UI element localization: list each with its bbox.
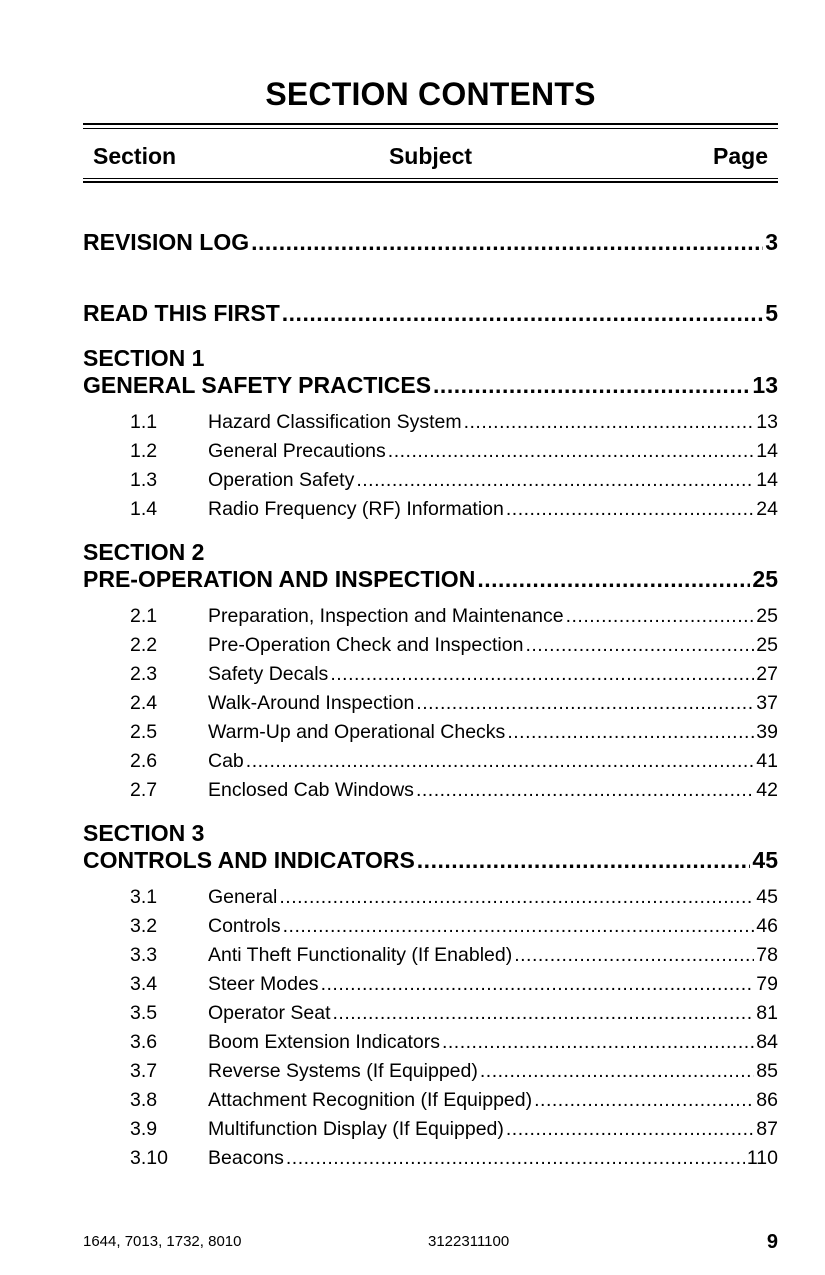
- subentry-number: 3.10: [130, 1147, 168, 1169]
- subentry-page: 87: [756, 1118, 778, 1140]
- subentry-number: 3.8: [130, 1089, 158, 1111]
- toc-subentry[interactable]: [130, 663, 778, 687]
- column-header-page: Page: [713, 143, 768, 169]
- dot-leader: [442, 1031, 754, 1054]
- dot-leader: [480, 1060, 754, 1083]
- dot-leader: [283, 915, 755, 938]
- subentry-number: 3.1: [130, 886, 158, 908]
- subentry-page: 25: [756, 634, 778, 656]
- toc-subentry[interactable]: [130, 605, 778, 629]
- subentry-label: General: [208, 886, 278, 908]
- subentry-number: 2.6: [130, 750, 158, 772]
- dot-leader: [356, 469, 754, 492]
- section-3-heading: SECTION 3: [83, 820, 205, 846]
- subentry-label: Attachment Recognition (If Equipped): [208, 1089, 533, 1111]
- dot-leader: [506, 498, 754, 521]
- subentry-number: 3.9: [130, 1118, 158, 1140]
- section-1-heading: SECTION 1: [83, 345, 205, 371]
- subentry-page: 41: [756, 750, 778, 772]
- column-header-subject: Subject: [388, 143, 473, 169]
- toc-entry-section-2[interactable]: [83, 566, 778, 596]
- toc-entry-label: CONTROLS AND INDICATORS: [83, 847, 415, 873]
- subentry-label: Pre-Operation Check and Inspection: [208, 634, 524, 656]
- toc-entry-page: 45: [752, 847, 778, 873]
- toc-entry-section-3[interactable]: [83, 847, 778, 877]
- header-rule-bottom: [83, 181, 778, 183]
- toc-subentry[interactable]: [130, 469, 778, 493]
- subentry-number: 3.2: [130, 915, 158, 937]
- toc-entry-label: GENERAL SAFETY PRACTICES: [83, 372, 432, 398]
- subentry-number: 2.7: [130, 779, 158, 801]
- subentry-number: 2.1: [130, 605, 158, 627]
- toc-subentry[interactable]: [130, 886, 778, 910]
- toc-subentry[interactable]: [130, 1060, 778, 1084]
- subentry-page: 78: [756, 944, 778, 966]
- dot-leader: [506, 1118, 754, 1141]
- subentry-page: 84: [756, 1031, 778, 1053]
- subentry-label: Cab: [208, 750, 244, 772]
- dot-leader: [525, 634, 754, 657]
- subentry-label: Reverse Systems (If Equipped): [208, 1060, 478, 1082]
- subentry-label: Warm-Up and Operational Checks: [208, 721, 506, 743]
- dot-leader: [534, 1089, 754, 1112]
- dot-leader: [332, 1002, 754, 1025]
- subentry-label: Anti Theft Functionality (If Enabled): [208, 944, 513, 966]
- toc-entry-page: 5: [765, 300, 778, 326]
- dot-leader: [566, 605, 755, 628]
- dot-leader: [416, 779, 754, 802]
- toc-subentry[interactable]: [130, 721, 778, 745]
- subentry-number: 1.3: [130, 469, 158, 491]
- toc-subentry[interactable]: [130, 634, 778, 658]
- dot-leader: [514, 944, 754, 967]
- dot-leader: [279, 886, 754, 909]
- dot-leader: [388, 440, 755, 463]
- subentry-label: Steer Modes: [208, 973, 319, 995]
- toc-entry-page: 3: [765, 229, 778, 255]
- toc-subentry[interactable]: [130, 498, 778, 522]
- dot-leader: [416, 692, 754, 715]
- toc-entry-revision-log[interactable]: [83, 229, 778, 259]
- toc-subentry[interactable]: [130, 779, 778, 803]
- subentry-page: 24: [756, 498, 778, 520]
- subentry-label: Safety Decals: [208, 663, 329, 685]
- subentry-label: Operator Seat: [208, 1002, 331, 1024]
- subentry-page: 27: [756, 663, 778, 685]
- toc-subentry[interactable]: [130, 750, 778, 774]
- toc-entry-page: 13: [752, 372, 778, 398]
- subentry-label: Operation Safety: [208, 469, 355, 491]
- subentry-label: Boom Extension Indicators: [208, 1031, 440, 1053]
- contents-page: [83, 0, 778, 1275]
- toc-subentry[interactable]: [130, 973, 778, 997]
- subentry-number: 2.3: [130, 663, 158, 685]
- subentry-label: Walk-Around Inspection: [208, 692, 415, 714]
- subentry-label: Enclosed Cab Windows: [208, 779, 414, 801]
- toc-subentry[interactable]: [130, 1031, 778, 1055]
- toc-subentry[interactable]: [130, 440, 778, 464]
- toc-subentry[interactable]: [130, 1118, 778, 1142]
- subentry-number: 3.7: [130, 1060, 158, 1082]
- subentry-number: 1.4: [130, 498, 158, 520]
- footer-models: 1644, 7013, 1732, 8010: [83, 1233, 242, 1250]
- subentry-label: Multifunction Display (If Equipped): [208, 1118, 504, 1140]
- toc-subentry[interactable]: [130, 1002, 778, 1026]
- subentry-page: 86: [756, 1089, 778, 1111]
- subentry-page: 81: [756, 1002, 778, 1024]
- subentry-label: General Precautions: [208, 440, 386, 462]
- header-rule-bottom-thin: [83, 178, 778, 179]
- subentry-label: Hazard Classification System: [208, 411, 462, 433]
- header-rule-top: [83, 123, 778, 125]
- page-title: SECTION CONTENTS: [265, 76, 596, 112]
- dot-leader: [282, 300, 763, 327]
- dot-leader: [464, 411, 755, 434]
- subentry-label: Preparation, Inspection and Maintenance: [208, 605, 564, 627]
- subentry-page: 85: [756, 1060, 778, 1082]
- dot-leader: [286, 1147, 745, 1170]
- toc-entry-label: PRE-OPERATION AND INSPECTION: [83, 566, 476, 592]
- dot-leader: [507, 721, 754, 744]
- subentry-page: 45: [756, 886, 778, 908]
- subentry-number: 2.4: [130, 692, 158, 714]
- subentry-page: 46: [756, 915, 778, 937]
- subentry-number: 3.4: [130, 973, 158, 995]
- column-header-section: Section: [93, 143, 177, 169]
- toc-subentry[interactable]: [130, 1147, 778, 1171]
- page-footer: [83, 1233, 778, 1255]
- toc-entry-section-1[interactable]: [83, 372, 778, 402]
- section-2-heading: SECTION 2: [83, 539, 205, 565]
- dot-leader: [433, 372, 750, 399]
- header-rule-top-thin: [83, 128, 778, 129]
- toc-subentry[interactable]: [130, 944, 778, 968]
- dot-leader: [246, 750, 755, 773]
- subentry-page: 37: [756, 692, 778, 714]
- toc-entry-page: 25: [752, 566, 778, 592]
- subentry-number: 2.5: [130, 721, 158, 743]
- dot-leader: [321, 973, 755, 996]
- subentry-page: 42: [756, 779, 778, 801]
- toc-subentry[interactable]: [130, 1089, 778, 1113]
- subentry-number: 3.6: [130, 1031, 158, 1053]
- footer-page-number: 9: [766, 1231, 778, 1253]
- dot-leader: [417, 847, 751, 874]
- subentry-page: 79: [756, 973, 778, 995]
- subentry-label: Beacons: [208, 1147, 284, 1169]
- toc-entry-label: READ THIS FIRST: [83, 300, 280, 326]
- dot-leader: [477, 566, 750, 593]
- subentry-number: 3.3: [130, 944, 158, 966]
- subentry-number: 1.1: [130, 411, 158, 433]
- dot-leader: [330, 663, 754, 686]
- subentry-page: 110: [746, 1147, 778, 1169]
- subentry-label: Radio Frequency (RF) Information: [208, 498, 504, 520]
- toc-entry-label: REVISION LOG: [83, 229, 250, 255]
- subentry-label: Controls: [208, 915, 281, 937]
- subentry-page: 14: [756, 469, 778, 491]
- subentry-page: 39: [756, 721, 778, 743]
- column-headers: [83, 143, 778, 173]
- subentry-number: 3.5: [130, 1002, 158, 1024]
- toc-entry-read-this-first[interactable]: [83, 300, 778, 330]
- toc-subentry[interactable]: [130, 915, 778, 939]
- subentry-page: 25: [756, 605, 778, 627]
- footer-doc-number: 3122311100: [428, 1233, 510, 1250]
- dot-leader: [251, 229, 763, 256]
- subentry-number: 2.2: [130, 634, 158, 656]
- subentry-number: 1.2: [130, 440, 158, 462]
- subentry-page: 13: [756, 411, 778, 433]
- subentry-page: 14: [756, 440, 778, 462]
- toc-subentry[interactable]: [130, 411, 778, 435]
- toc-subentry[interactable]: [130, 692, 778, 716]
